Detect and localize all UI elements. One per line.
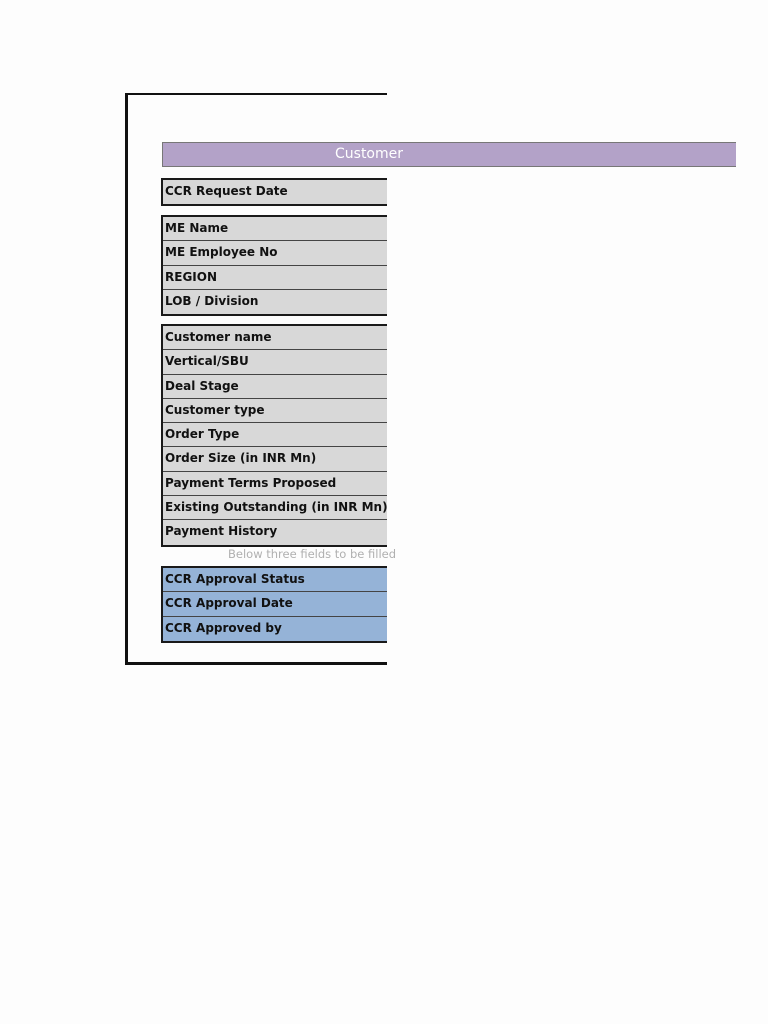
field-label-order-size: Order Size (in INR Mn) <box>163 447 387 471</box>
approval-section <box>161 566 387 643</box>
field-label-ccr-request-date: CCR Request Date <box>163 180 387 204</box>
form-frame-bottom <box>125 662 387 665</box>
field-label-lob-division: LOB / Division <box>163 290 387 314</box>
form-frame-left <box>125 93 128 665</box>
field-label-ccr-approved-by: CCR Approved by <box>163 617 387 641</box>
field-label-deal-stage: Deal Stage <box>163 375 387 399</box>
request-date-section <box>161 178 387 206</box>
field-label-existing-outstanding: Existing Outstanding (in INR Mn) <box>163 496 387 520</box>
field-label-customer-type: Customer type <box>163 399 387 423</box>
form-title: Customer <box>335 146 404 162</box>
customer-section <box>161 324 387 547</box>
field-label-vertical-sbu: Vertical/SBU <box>163 350 387 374</box>
field-label-ccr-approval-status: CCR Approval Status <box>163 568 387 592</box>
form-title-bar <box>162 142 736 167</box>
field-label-region: REGION <box>163 266 387 290</box>
field-label-me-employee-no: ME Employee No <box>163 241 387 265</box>
field-label-order-type: Order Type <box>163 423 387 447</box>
field-label-me-name: ME Name <box>163 217 387 241</box>
field-label-payment-terms: Payment Terms Proposed <box>163 472 387 496</box>
field-label-payment-history: Payment History <box>163 520 387 544</box>
form-frame-top <box>125 93 387 95</box>
field-label-customer-name: Customer name <box>163 326 387 350</box>
approval-note: Below three fields to be filled <box>228 547 397 561</box>
employee-section <box>161 215 387 316</box>
field-label-ccr-approval-date: CCR Approval Date <box>163 592 387 616</box>
